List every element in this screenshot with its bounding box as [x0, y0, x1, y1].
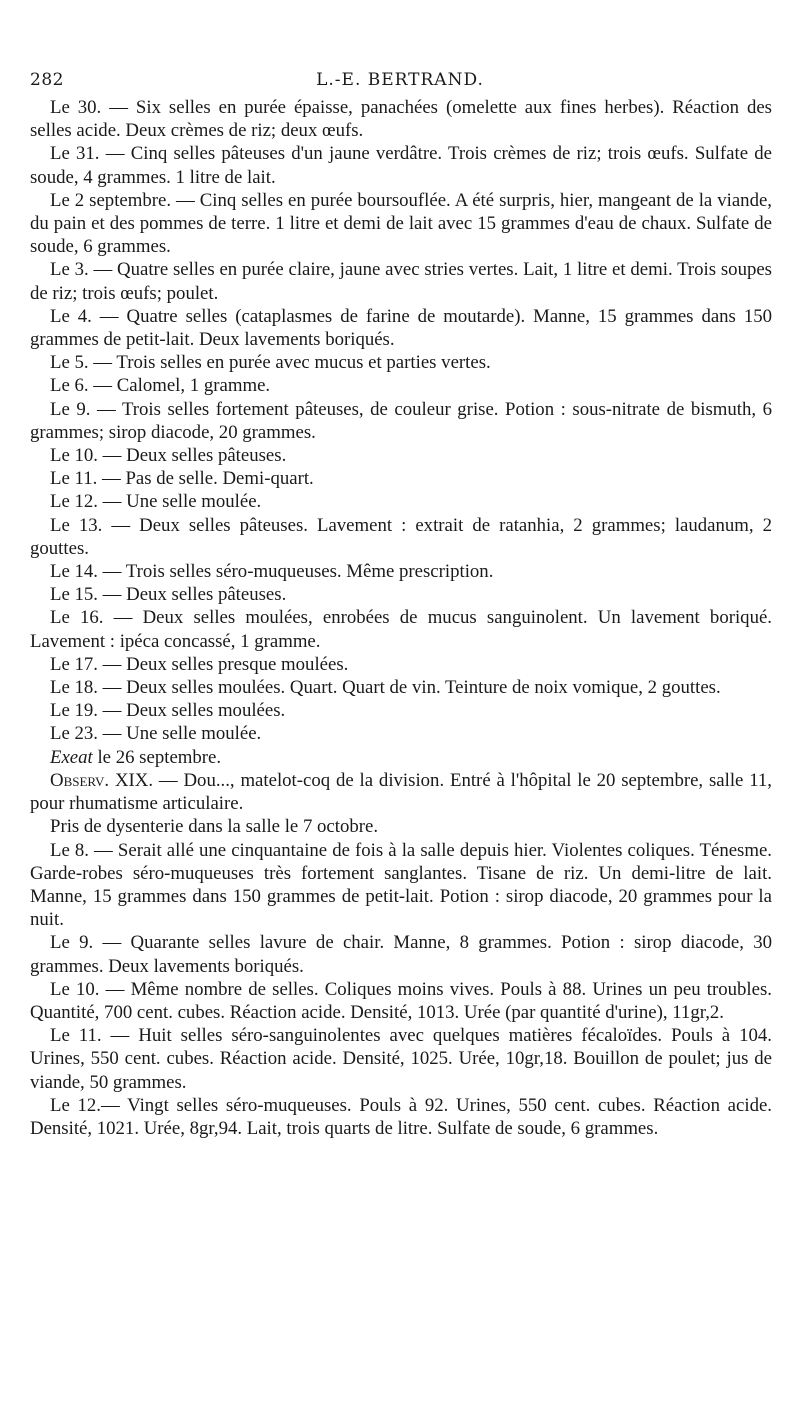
paragraph: Le 16. — Deux selles moulées, enrobées de mucus sanguinolent. Un lavement boriqué. Lavement : ipéca concassé, 1 gramme. [30, 607, 772, 652]
paragraph: Le 11. — Pas de selle. Demi-quart. [50, 468, 314, 490]
paragraph: Le 8. — Serait allé une cinquantaine de fois à la salle depuis hier. Violentes coliques. Ténesme. Garde-robes séro-muqueuses très fortement sanglantes. Tisane de riz. Un demi-litre de lait. Manne, 15 grammes dans 150 grammes de petit-lait. Potion : sirop diacode, 20 grammes pour la nuit. [30, 839, 772, 931]
observation-text: XIX. — Dou..., matelot-coq de la division. Entré à l'hôpital le 20 septembre, salle 11, pour rhumatisme articulaire. [30, 769, 772, 815]
paragraph: Le 10. — Même nombre de selles. Coliques moins vives. Pouls à 88. Urines un peu troubles. Quantité, 700 cent. cubes. Réaction acide. Densité, 1013. Urée (par quantité d'urine), 11gr,2. [30, 978, 772, 1023]
paragraph: Le 10. — Deux selles pâteuses. [50, 445, 287, 467]
paragraph: Pris de dysenterie dans la salle le 7 octobre. [50, 816, 379, 838]
running-title: L.-E. BERTRAND. [316, 70, 484, 90]
paragraph: Le 30. — Six selles en purée épaisse, panachées (omelette aux fines herbes). Réaction des selles acide. Deux crèmes de riz; deux œufs. [30, 97, 772, 142]
paragraph: Le 14. — Trois selles séro-muqueuses. Même prescription. [50, 561, 494, 583]
paragraph: Le 19. — Deux selles moulées. [50, 700, 286, 722]
paragraph: Le 12. — Une selle moulée. [50, 491, 262, 513]
exeat-text: le 26 septembre. [92, 746, 222, 768]
paragraph: Le 15. — Deux selles pâteuses. [50, 584, 287, 606]
body-text [30, 96, 772, 1140]
paragraph: Le 9. — Quarante selles lavure de chair. Manne, 8 grammes. Potion : sirop diacode, 30 grammes. Deux lavements boriqués. [30, 932, 772, 977]
paragraph: Le 11. — Huit selles séro-sanguinolentes avec quelques matières fécaloïdes. Pouls à 104. Urines, 550 cent. cubes. Réaction acide. Densité, 1025. Urée, 10gr,18. Bouillon de poulet; jus de viande, 50 grammes. [30, 1025, 772, 1093]
paragraph: Le 13. — Deux selles pâteuses. Lavement : extrait de ratanhia, 2 grammes; laudanum, 2 gouttes. [30, 514, 772, 559]
paragraph: Le 31. — Cinq selles pâteuses d'un jaune verdâtre. Trois crèmes de riz; trois œufs. Sulfate de soude, 4 grammes. 1 litre de lait. [30, 143, 772, 188]
page-number: 282 [30, 70, 64, 90]
paragraph: Le 18. — Deux selles moulées. Quart. Quart de vin. Teinture de noix vomique, 2 gouttes. [50, 677, 721, 699]
paragraph: Le 9. — Trois selles fortement pâteuses, de couleur grise. Potion : sous-nitrate de bismuth, 6 grammes; sirop diacode, 20 grammes. [30, 398, 772, 443]
observation-label: Observ. [50, 769, 110, 791]
paragraph: Le 6. — Calomel, 1 gramme. [50, 375, 271, 397]
exeat-word: Exeat [50, 746, 93, 768]
paragraph: Le 3. — Quatre selles en purée claire, jaune avec stries vertes. Lait, 1 litre et demi. Trois soupes de riz; trois œufs; poulet. [30, 259, 772, 304]
paragraph-observation [30, 769, 772, 815]
paragraph: Le 17. — Deux selles presque moulées. [50, 653, 349, 675]
paragraph: Le 5. — Trois selles en purée avec mucus et parties vertes. [50, 352, 491, 374]
paragraph: Le 2 septembre. — Cinq selles en purée boursouflée. A été surpris, hier, mangeant de la viande, du pain et des pommes de terre. 1 litre et demi de lait avec 15 grammes d'eau de chaux. Sulfate de soude, 6 grammes. [30, 189, 772, 258]
paragraph-exeat [30, 746, 772, 769]
paragraph: Le 12.— Vingt selles séro-muqueuses. Pouls à 92. Urines, 550 cent. cubes. Réaction acide. Densité, 1021. Urée, 8gr,94. Lait, trois quarts de litre. Sulfate de soude, 6 grammes. [30, 1094, 772, 1139]
running-header [30, 70, 770, 96]
paragraph: Le 4. — Quatre selles (cataplasmes de farine de moutarde). Manne, 15 grammes dans 150 grammes de petit-lait. Deux lavements boriqués. [30, 305, 772, 351]
paragraph: Le 23. — Une selle moulée. [50, 723, 262, 745]
